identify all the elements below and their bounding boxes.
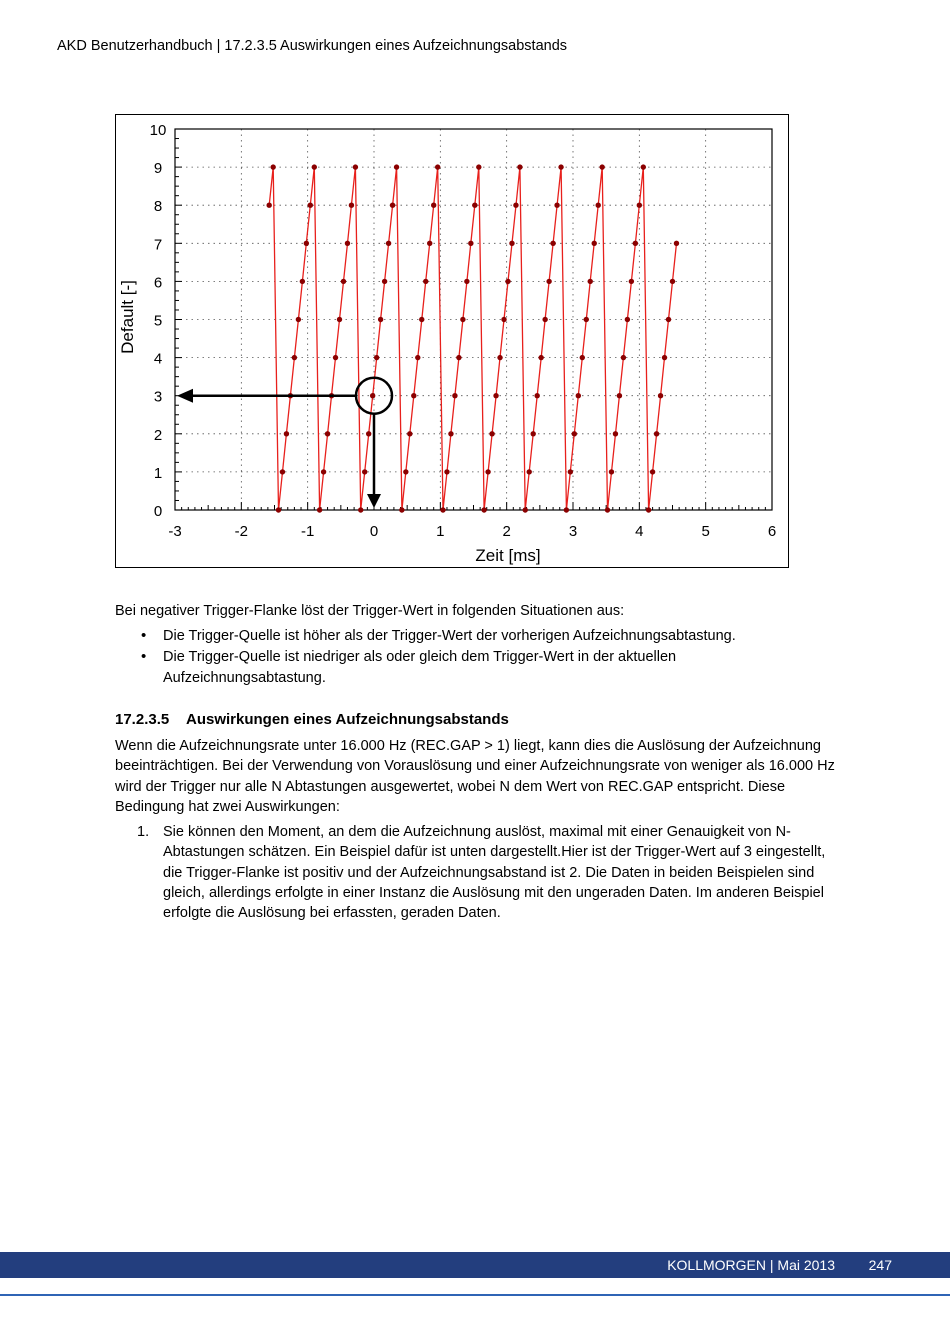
y-tick-label: 2 — [153, 426, 163, 444]
data-point — [662, 355, 667, 360]
data-point — [481, 507, 486, 512]
data-point — [284, 431, 289, 436]
data-point — [650, 469, 655, 474]
data-point — [353, 164, 358, 169]
data-point — [362, 469, 367, 474]
data-point — [411, 393, 416, 398]
data-point — [308, 203, 313, 208]
data-point — [554, 203, 559, 208]
data-point — [378, 317, 383, 322]
section-heading — [115, 711, 509, 728]
data-point — [485, 469, 490, 474]
data-point — [300, 279, 305, 284]
x-tick-label: -3 — [168, 523, 182, 540]
y-tick-label: 7 — [153, 236, 163, 254]
data-point — [674, 241, 679, 246]
data-point — [580, 355, 585, 360]
data-point — [427, 241, 432, 246]
section-number: 17.2.3.5 — [115, 711, 170, 728]
data-point — [341, 279, 346, 284]
data-point — [386, 241, 391, 246]
data-point — [621, 355, 626, 360]
data-point — [448, 431, 453, 436]
data-point — [333, 355, 338, 360]
data-point — [534, 393, 539, 398]
data-point — [609, 469, 614, 474]
y-tick-label: 8 — [153, 198, 163, 216]
data-point — [558, 164, 563, 169]
data-point — [546, 279, 551, 284]
data-point — [666, 317, 671, 322]
data-point — [629, 279, 634, 284]
data-point — [390, 203, 395, 208]
data-point — [452, 393, 457, 398]
x-tick-label: 0 — [369, 523, 379, 540]
y-tick-label: 10 — [149, 122, 167, 139]
data-point — [276, 507, 281, 512]
arrowhead-left — [177, 389, 193, 403]
trigger-chart-figure — [115, 114, 789, 568]
data-point — [415, 355, 420, 360]
data-point — [435, 164, 440, 169]
data-point — [599, 164, 604, 169]
y-tick-label: 6 — [153, 274, 163, 292]
data-point — [317, 507, 322, 512]
data-point — [399, 507, 404, 512]
data-point — [366, 431, 371, 436]
data-point — [456, 355, 461, 360]
list-item: • Die Trigger-Quelle ist höher als der Trigger-Wert der vorherigen Aufzeichnungsabtastung. — [115, 626, 835, 646]
x-tick-label: 2 — [502, 523, 511, 540]
data-point — [513, 203, 518, 208]
data-point — [325, 431, 330, 436]
footer-bar — [0, 1252, 950, 1278]
data-point — [654, 431, 659, 436]
data-point — [468, 241, 473, 246]
data-point — [444, 469, 449, 474]
data-point — [617, 393, 622, 398]
x-tick-label: -2 — [234, 523, 249, 540]
effects-list — [115, 822, 835, 923]
data-point — [531, 431, 536, 436]
data-point — [280, 469, 285, 474]
data-point — [382, 279, 387, 284]
x-tick-label: 4 — [635, 523, 644, 540]
data-point — [633, 241, 638, 246]
data-point — [576, 393, 581, 398]
data-point — [407, 431, 412, 436]
data-point — [472, 203, 477, 208]
data-point — [374, 355, 379, 360]
data-point — [527, 469, 532, 474]
x-axis-label: Zeit [ms] — [475, 546, 541, 565]
data-point — [394, 164, 399, 169]
data-point — [641, 164, 646, 169]
data-point — [568, 469, 573, 474]
data-point — [658, 393, 663, 398]
y-tick-label: 1 — [153, 464, 163, 482]
data-point — [321, 469, 326, 474]
data-point — [370, 393, 375, 398]
x-tick-label: 1 — [436, 523, 445, 540]
data-point — [312, 164, 317, 169]
data-point — [538, 355, 543, 360]
chart-grid — [175, 129, 772, 510]
data-point — [497, 355, 502, 360]
data-point — [625, 317, 630, 322]
footer-brand: KOLLMORGEN | Mai 2013 — [667, 1257, 835, 1273]
data-point — [345, 241, 350, 246]
data-point — [440, 507, 445, 512]
data-point — [464, 279, 469, 284]
x-tick-label: 6 — [767, 523, 777, 540]
running-header: AKD Benutzerhandbuch | 17.2.3.5 Auswirkungen eines Aufzeichnungsabstands — [57, 38, 568, 54]
data-point — [596, 203, 601, 208]
x-tick-label: 3 — [568, 523, 578, 540]
y-tick-label: 0 — [153, 503, 163, 520]
data-point — [403, 469, 408, 474]
data-point — [550, 241, 555, 246]
y-tick-label: 3 — [153, 388, 163, 406]
data-point — [501, 317, 506, 322]
chart-series — [266, 164, 679, 512]
arrowhead-down — [367, 494, 381, 508]
data-point — [292, 355, 297, 360]
data-point — [542, 317, 547, 322]
list-item-text: Sie können den Moment, an dem die Aufzeichnung auslöst, maximal mit einer Genauigkeit von N-Abtastungen schätzen. Ein Beispiel dafür ist unten dargestellt.Hier ist der Trigger-Wert auf 3 eingestellt, die Trigger-Flanke ist positiv und der Aufzeichnungsabstand ist 2. Die Daten in beiden Beispielen sind gleich, allerdings erfolgte in einer Instanz die Auslösung mit den ungeraden Daten. Im anderen Beispiel erfolgte die Auslösung bei erfassten, geraden Daten. — [163, 824, 826, 922]
data-point — [423, 279, 428, 284]
list-marker: 1. — [137, 824, 150, 840]
list-item — [115, 822, 835, 923]
page-number: 247 — [868, 1257, 892, 1273]
y-tick-label: 5 — [153, 312, 163, 330]
data-point — [564, 507, 569, 512]
data-point — [523, 507, 528, 512]
data-point — [646, 507, 651, 512]
data-point — [304, 241, 309, 246]
data-point — [266, 203, 271, 208]
footer-rule — [0, 1294, 950, 1296]
data-point — [337, 317, 342, 322]
data-point — [505, 279, 510, 284]
data-point — [637, 203, 642, 208]
data-point — [270, 164, 275, 169]
x-tick-label: 5 — [701, 523, 710, 540]
section-paragraph: Wenn die Aufzeichnungsrate unter 16.000 Hz (REC.GAP > 1) liegt, kann dies die Auslösung der Aufzeichnung beeinträchtigen. Bei der Verwendung von Vorauslösung und einer Aufzeichnungsrate von weniger als 16.000 Hz wird der Trigger nur alle N Abtastungen ausgewertet, wobei N dem Wert von REC.GAP entspricht. Diese Bedingung hat zwei Auswirkungen: — [115, 738, 835, 815]
data-point — [476, 164, 481, 169]
data-point — [509, 241, 514, 246]
data-point — [358, 507, 363, 512]
data-point — [584, 317, 589, 322]
x-tick-label: -1 — [300, 523, 315, 540]
data-point — [296, 317, 301, 322]
data-point — [605, 507, 610, 512]
y-tick-label: 9 — [153, 160, 163, 178]
data-point — [419, 317, 424, 322]
series-line — [269, 167, 676, 510]
chart-axes — [150, 122, 777, 540]
trigger-chart — [116, 115, 788, 567]
trigger-conditions-list — [115, 626, 835, 689]
data-point — [613, 431, 618, 436]
data-point — [588, 279, 593, 284]
y-tick-label: 4 — [153, 350, 163, 368]
data-point — [670, 279, 675, 284]
section-title: Auswirkungen eines Aufzeichnungsabstands — [186, 711, 509, 728]
data-point — [489, 431, 494, 436]
data-point — [431, 203, 436, 208]
data-point — [460, 317, 465, 322]
data-point — [572, 431, 577, 436]
data-point — [349, 203, 354, 208]
data-point — [517, 164, 522, 169]
data-point — [592, 241, 597, 246]
list-item: • Die Trigger-Quelle ist niedriger als oder gleich dem Trigger-Wert in der aktuellen Aufzeichnungsabtastung. — [115, 647, 835, 688]
intro-paragraph: Bei negativer Trigger-Flanke löst der Trigger-Wert in folgenden Situationen aus: — [115, 603, 625, 619]
data-point — [493, 393, 498, 398]
y-axis-label: Default [-] — [118, 280, 137, 354]
